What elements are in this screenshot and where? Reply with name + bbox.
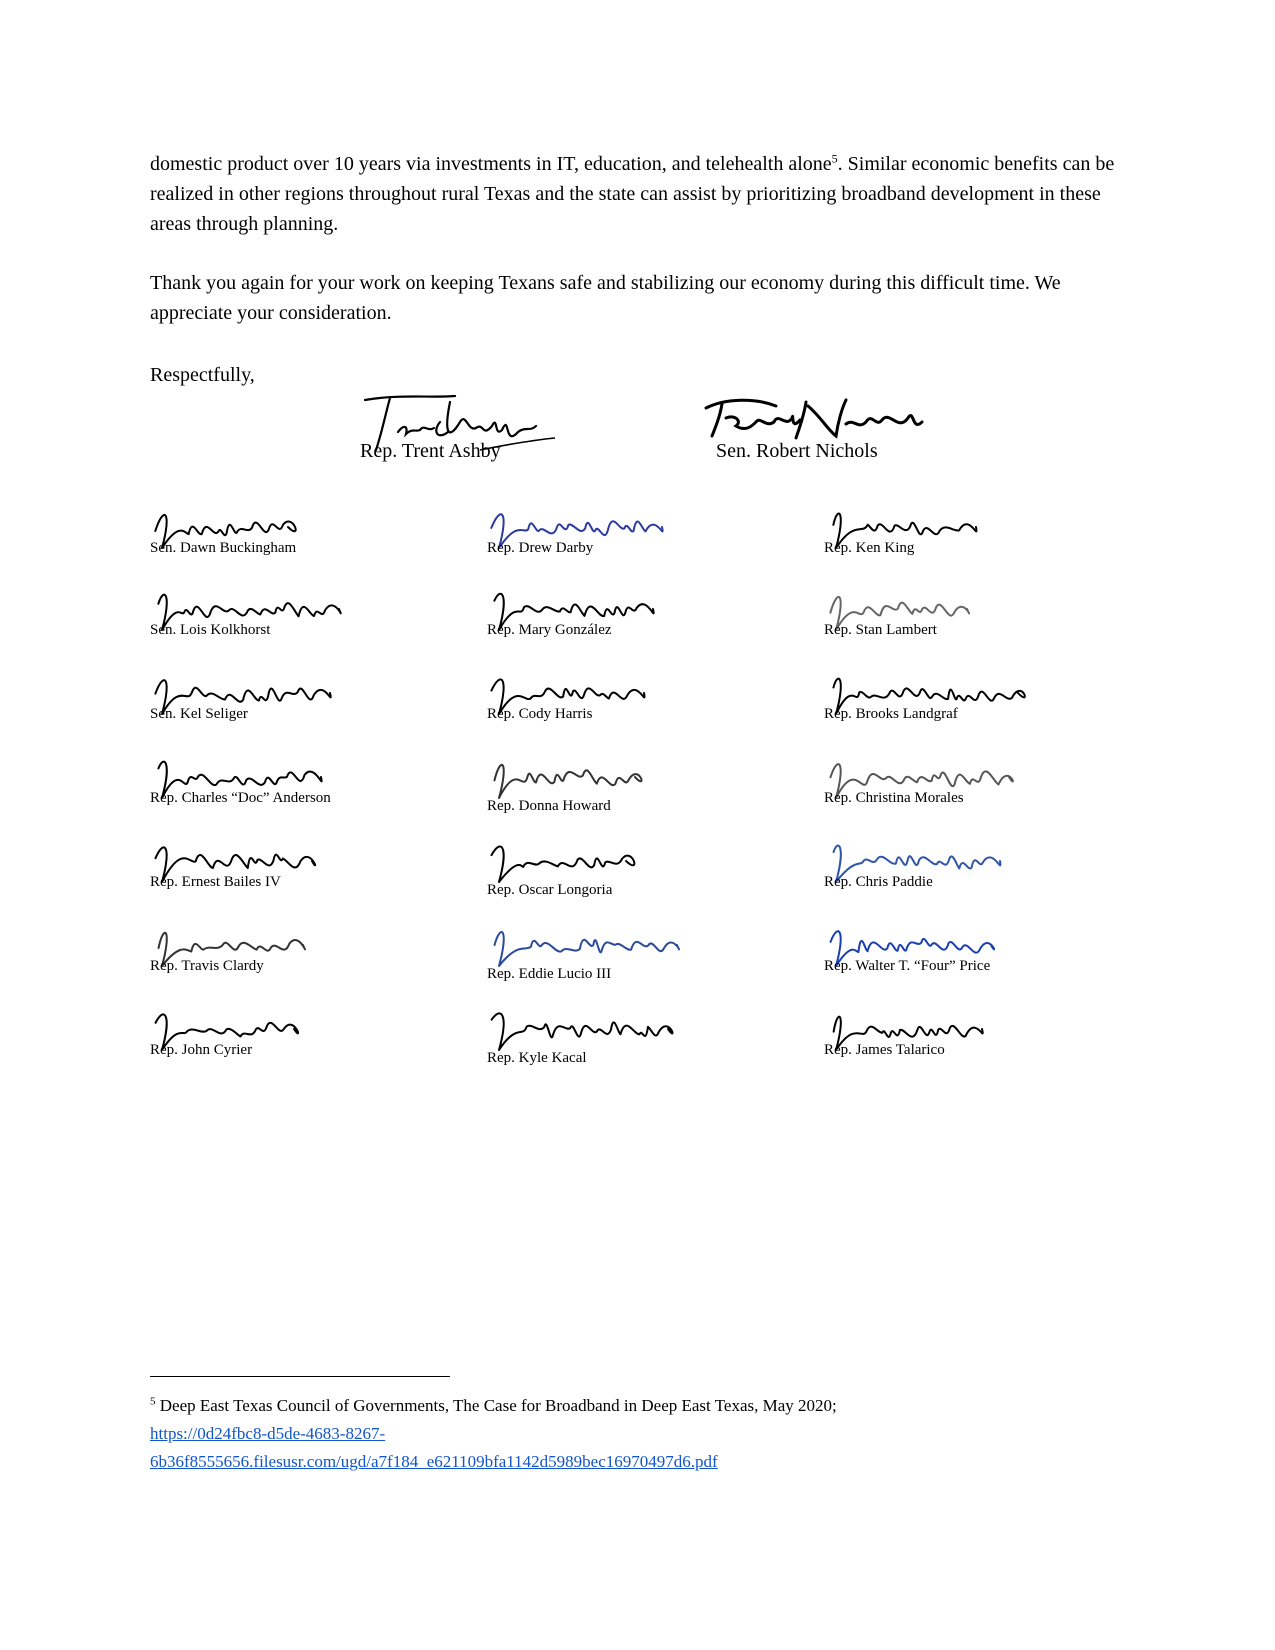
footnote-citation	[150, 1392, 1150, 1420]
signer-name: Rep. Drew Darby	[487, 540, 594, 556]
closing-salutation: Respectfully,	[150, 364, 255, 386]
footnote-divider	[150, 1376, 450, 1377]
signer-name: Rep. Brooks Landgraf	[824, 706, 958, 722]
signer-name: Rep. Travis Clardy	[150, 958, 264, 974]
footnote-link-line-1[interactable]: https://0d24fbc8-d5de-4683-8267-	[150, 1424, 386, 1443]
footnote-number: 5	[150, 1395, 156, 1408]
signer-name: Sen. Robert Nichols	[716, 440, 878, 462]
signer-name: Rep. James Talarico	[824, 1042, 945, 1058]
signer-name: Rep. John Cyrier	[150, 1042, 253, 1058]
handwritten-signature	[487, 1004, 670, 1054]
body-paragraph-1	[150, 149, 1140, 239]
signer-name: Rep. Kyle Kacal	[487, 1050, 587, 1066]
footnote-link-line-2[interactable]: 6b36f8555656.filesusr.com/ugd/a7f184_e621109bfa1142d5989bec16970497d6.pdf	[150, 1452, 718, 1471]
handwritten-signature	[686, 392, 946, 447]
handwritten-signature	[487, 920, 679, 970]
signer-name: Sen. Dawn Buckingham	[150, 540, 297, 556]
signer-name: Rep. Charles “Doc” Anderson	[150, 790, 331, 806]
signer-name: Sen. Kel Seliger	[150, 706, 248, 722]
handwritten-signature	[487, 752, 637, 802]
signer-name: Rep. Stan Lambert	[824, 622, 937, 638]
footnote-reference[interactable]: 5	[831, 151, 838, 166]
signer-name: Rep. Chris Paddie	[824, 874, 933, 890]
body-paragraph-2: Thank you again for your work on keeping Texans safe and stabilizing our economy during this difficult time. We appreciate your consideration.	[150, 272, 1061, 324]
paragraph-text: domestic product over 10 years via investments in IT, education, and telehealth alone	[150, 153, 832, 175]
footnote-link[interactable]	[150, 1420, 1150, 1476]
signer-name: Rep. Mary González	[487, 622, 612, 638]
signer-name: Rep. Eddie Lucio III	[487, 966, 612, 982]
signer-name: Rep. Christina Morales	[824, 790, 964, 806]
signer-name: Rep. Oscar Longoria	[487, 882, 613, 898]
paragraph-text-continued: . Similar economic benefits can be realized in other regions throughout rural Texas and the state can assist by prioritizing broadband development in these areas through planning.	[150, 153, 1115, 235]
footnote	[150, 1392, 1150, 1476]
handwritten-signature	[487, 836, 628, 886]
signer-name: Rep. Donna Howard	[487, 798, 611, 814]
signer-name: Rep. Trent Ashby	[360, 440, 501, 462]
signer-name: Rep. Ken King	[824, 540, 915, 556]
signer-name: Rep. Ernest Bailes IV	[150, 874, 281, 890]
signer-name: Rep. Cody Harris	[487, 706, 593, 722]
signer-name: Rep. Walter T. “Four” Price	[824, 958, 991, 974]
signer-name: Sen. Lois Kolkhorst	[150, 622, 271, 638]
footnote-text: Deep East Texas Council of Governments, The Case for Broadband in Deep East Texas, May 2020;	[155, 1396, 837, 1415]
